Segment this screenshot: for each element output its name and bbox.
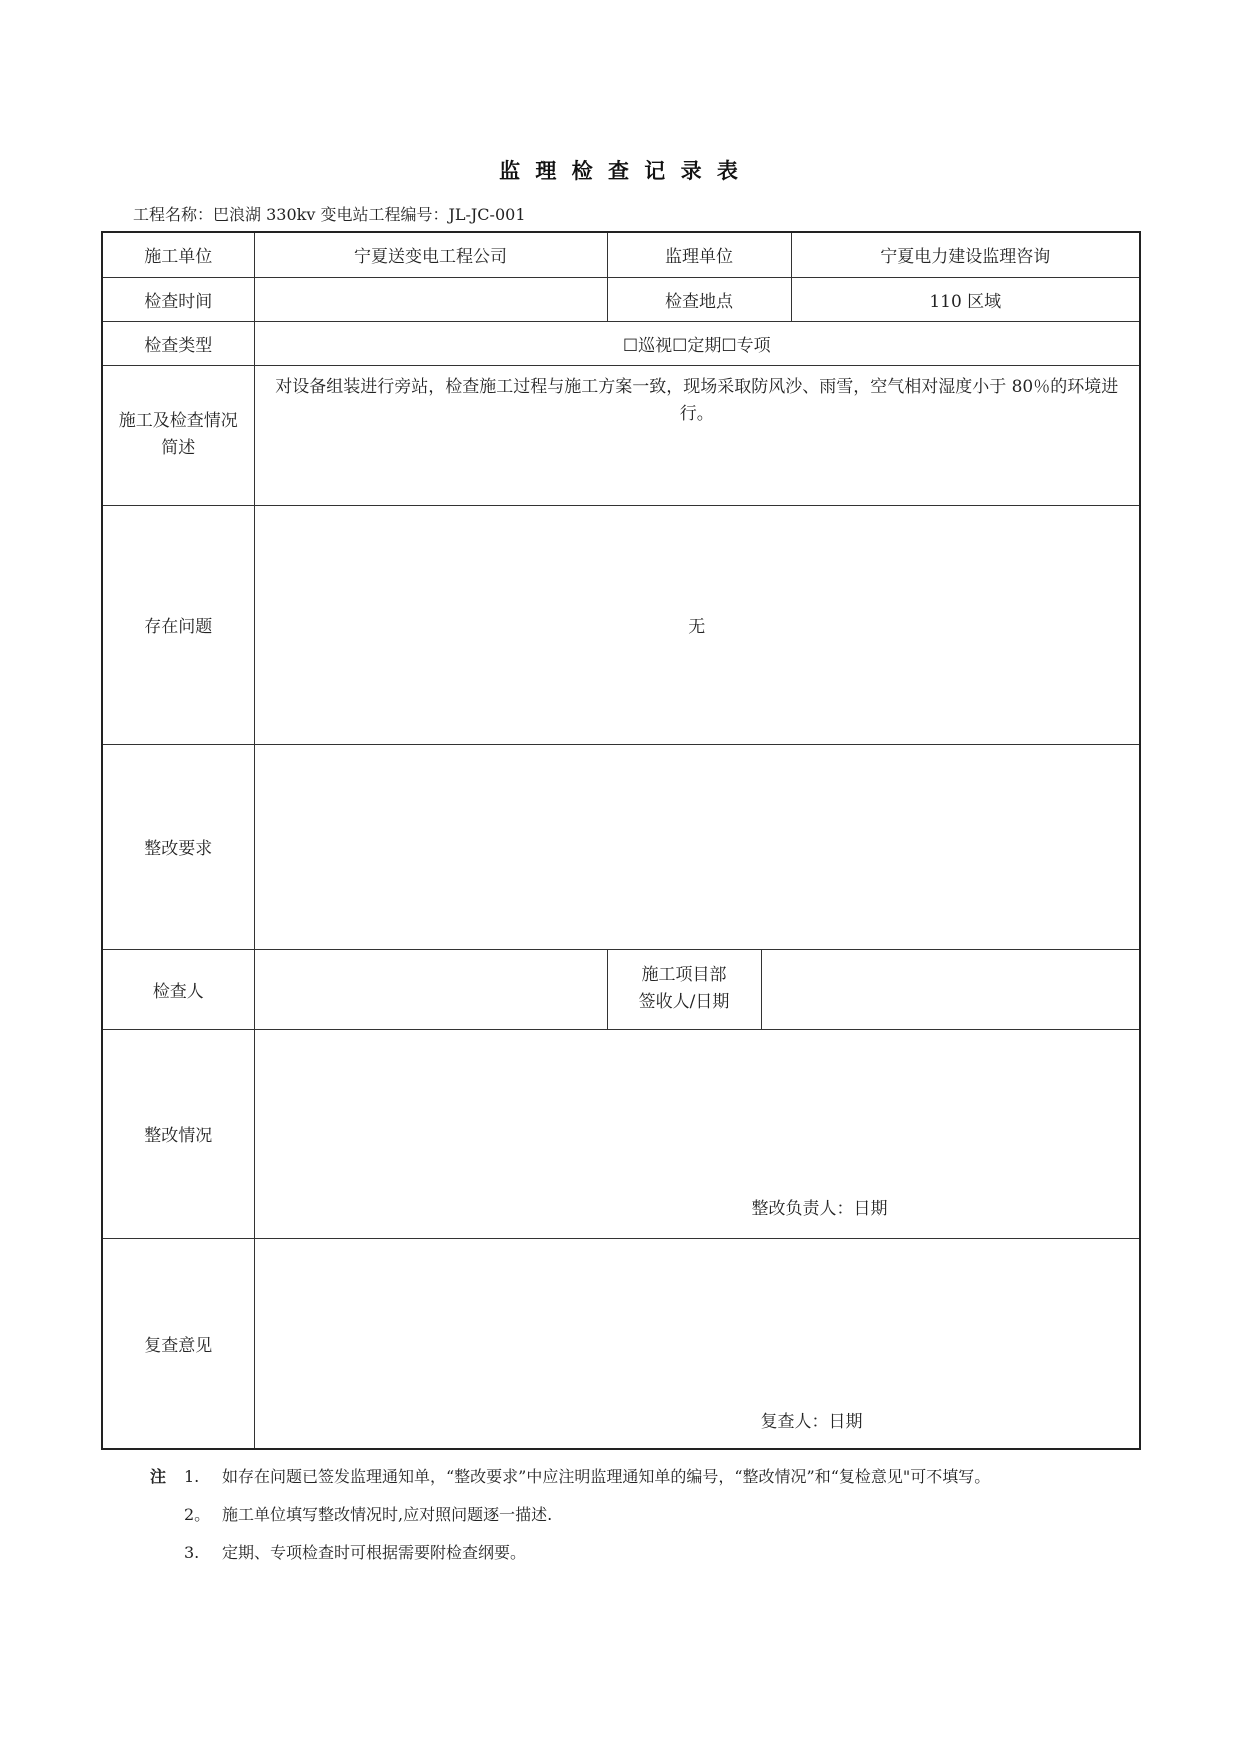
- summary-value[interactable]: 对设备组装进行旁站，检查施工过程与施工方案一致，现场采取防风沙、雨雪，空气相对湿度小于 80％的环境进行。: [254, 365, 1140, 505]
- check-type-label: 检查类型: [102, 321, 254, 365]
- project-dept-label-line2: 签收人/日期: [638, 992, 730, 1012]
- notes-section: [150, 1458, 990, 1572]
- project-dept-label-line1: 施工项目部: [641, 964, 727, 985]
- check-type-options[interactable]: ☐巡视☐定期☐专项: [254, 321, 1140, 365]
- note-text: 施工单位填写整改情况时,应对照问题逐一描述.: [222, 1505, 553, 1524]
- rectify-requirement-value[interactable]: [254, 744, 1140, 949]
- summary-label-line2: 简述: [161, 438, 196, 458]
- project-info: 工程名称：巴浪湖 330kv 变电站工程编号：JL-JC-001: [133, 205, 526, 224]
- project-dept-value[interactable]: [761, 949, 1140, 1029]
- inspector-value[interactable]: [254, 949, 607, 1029]
- inspector-label: 检查人: [102, 949, 254, 1029]
- note-number: 1.: [184, 1467, 200, 1486]
- notes-prefix: 注: [150, 1467, 167, 1486]
- check-time-value[interactable]: [254, 277, 607, 321]
- note-item: [150, 1458, 990, 1496]
- review-value[interactable]: [254, 1238, 1140, 1449]
- review-label: 复查意见: [102, 1238, 254, 1449]
- review-signer: 复查人：日期: [760, 1411, 863, 1432]
- rectify-status-signer: 整改负责人：日期: [751, 1198, 888, 1219]
- note-item: [150, 1496, 990, 1534]
- issues-value[interactable]: 无: [254, 505, 1140, 744]
- check-time-label: 检查时间: [102, 277, 254, 321]
- construction-unit-label: 施工单位: [102, 232, 254, 277]
- construction-unit-value[interactable]: 宁夏送变电工程公司: [254, 232, 607, 277]
- summary-label: [102, 365, 254, 505]
- rectify-status-value[interactable]: [254, 1029, 1140, 1238]
- note-item: [150, 1534, 990, 1572]
- summary-label-line1: 施工及检查情况: [118, 410, 238, 431]
- note-text: 如存在问题已签发监理通知单，“整改要求”中应注明监理通知单的编号，“整改情况”和“复检意见"可不填写。: [222, 1467, 991, 1486]
- supervision-unit-label: 监理单位: [607, 232, 791, 277]
- supervision-unit-value[interactable]: 宁夏电力建设监理咨询: [791, 232, 1140, 277]
- rectify-requirement-label: 整改要求: [102, 744, 254, 949]
- inspection-record-table: [101, 231, 1141, 1450]
- issues-label: 存在问题: [102, 505, 254, 744]
- project-dept-label: [607, 949, 761, 1029]
- note-number: 3.: [184, 1543, 200, 1562]
- rectify-status-label: 整改情况: [102, 1029, 254, 1238]
- check-location-label: 检查地点: [607, 277, 791, 321]
- note-text: 定期、专项检查时可根据需要附检查纲要。: [222, 1543, 527, 1562]
- note-number: 2。: [184, 1505, 211, 1524]
- check-location-value[interactable]: 110 区域: [791, 277, 1140, 321]
- page-title: 监 理 检 查 记 录 表: [499, 159, 742, 183]
